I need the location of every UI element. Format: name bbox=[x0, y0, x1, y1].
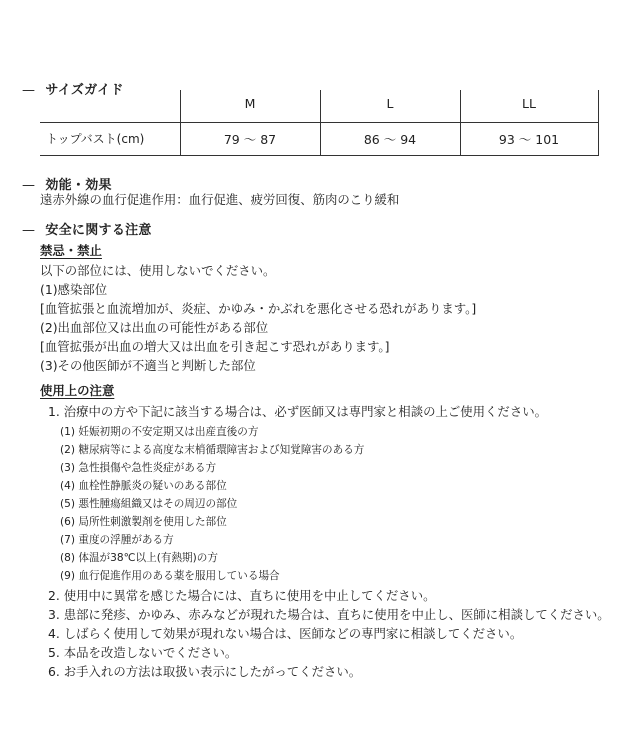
size-value-ll: 93 〜 101 bbox=[498, 132, 560, 147]
prohibitions-heading: 禁忌・禁止 bbox=[40, 243, 102, 258]
prohibition-line: [血管拡張と血流増加が、炎症、かゆみ・かぶれを悪化させる恐れがあります。] bbox=[40, 301, 477, 316]
prohibition-line: (3)その他医師が不適当と判断した部位 bbox=[40, 358, 256, 373]
prohibition-line: (1)感染部位 bbox=[40, 282, 108, 297]
usage-item: 2. 使用中に異常を感じた場合には、直ちに使用を中止してください。 bbox=[48, 588, 436, 603]
prohibition-line: [血管拡張が出血の増大又は出血を引き起こす恐れがあります。] bbox=[40, 339, 390, 354]
size-header-ll: LL bbox=[522, 96, 536, 111]
table-column-divider bbox=[598, 90, 599, 156]
usage-item: 1. 治療中の方や下記に該当する場合は、必ず医師又は専門家と相談の上ご使用ください。 bbox=[48, 404, 547, 419]
size-guide-title: サイズガイド bbox=[45, 83, 124, 98]
usage-item: 4. しばらく使用して効果が現れない場合は、医師などの専門家に相談してください。 bbox=[48, 626, 523, 641]
size-table bbox=[40, 90, 599, 156]
usage-subitem: (9) 血行促進作用のある薬を服用している場合 bbox=[60, 570, 280, 582]
safety-title: 安全に関する注意 bbox=[45, 223, 152, 238]
size-header-l: L bbox=[386, 96, 394, 111]
usage-subitem: (1) 妊娠初期の不安定期又は出産直後の方 bbox=[60, 426, 259, 438]
section-dash: — bbox=[22, 178, 36, 193]
usage-subitem: (5) 悪性腫瘍組織又はその周辺の部位 bbox=[60, 498, 238, 510]
usage-subitem: (3) 急性損傷や急性炎症がある方 bbox=[60, 462, 217, 474]
size-value-l: 86 〜 94 bbox=[363, 132, 417, 147]
effects-title: 効能・効果 bbox=[45, 178, 112, 193]
usage-subitem: (6) 局所性刺激製剤を使用した部位 bbox=[60, 516, 227, 528]
usage-subitem: (8) 体温が38℃以上(有熱期)の方 bbox=[60, 552, 218, 564]
size-header-m: M bbox=[244, 96, 256, 111]
effects-text: 遠赤外線の血行促進作用：血行促進、疲労回復、筋肉のこり緩和 bbox=[40, 192, 400, 207]
usage-item: 6. お手入れの方法は取扱い表示にしたがってください。 bbox=[48, 664, 362, 679]
usage-item: 5. 本品を改造しないでください。 bbox=[48, 645, 238, 660]
section-dash: — bbox=[22, 83, 36, 98]
section-dash: — bbox=[22, 223, 36, 238]
prohibition-line: (2)出血部位又は出血の可能性がある部位 bbox=[40, 320, 269, 335]
prohibition-line: 以下の部位には、使用しないでください。 bbox=[40, 263, 276, 278]
usage-subitem: (7) 重度の浮腫がある方 bbox=[60, 534, 174, 546]
usage-heading: 使用上の注意 bbox=[40, 383, 115, 398]
row-label-top-bust: トップバスト(cm) bbox=[46, 132, 145, 146]
usage-subitem: (2) 糖尿病等による高度な末梢循環障害および知覚障害のある方 bbox=[60, 444, 365, 456]
usage-subitem: (4) 血栓性静脈炎の疑いのある部位 bbox=[60, 480, 227, 492]
usage-item: 3. 患部に発疹、かゆみ、赤みなどが現れた場合は、直ちに使用を中止し、医師に相談してください。 bbox=[48, 607, 610, 622]
size-value-m: 79 〜 87 bbox=[223, 132, 277, 147]
safety-heading bbox=[22, 219, 152, 238]
